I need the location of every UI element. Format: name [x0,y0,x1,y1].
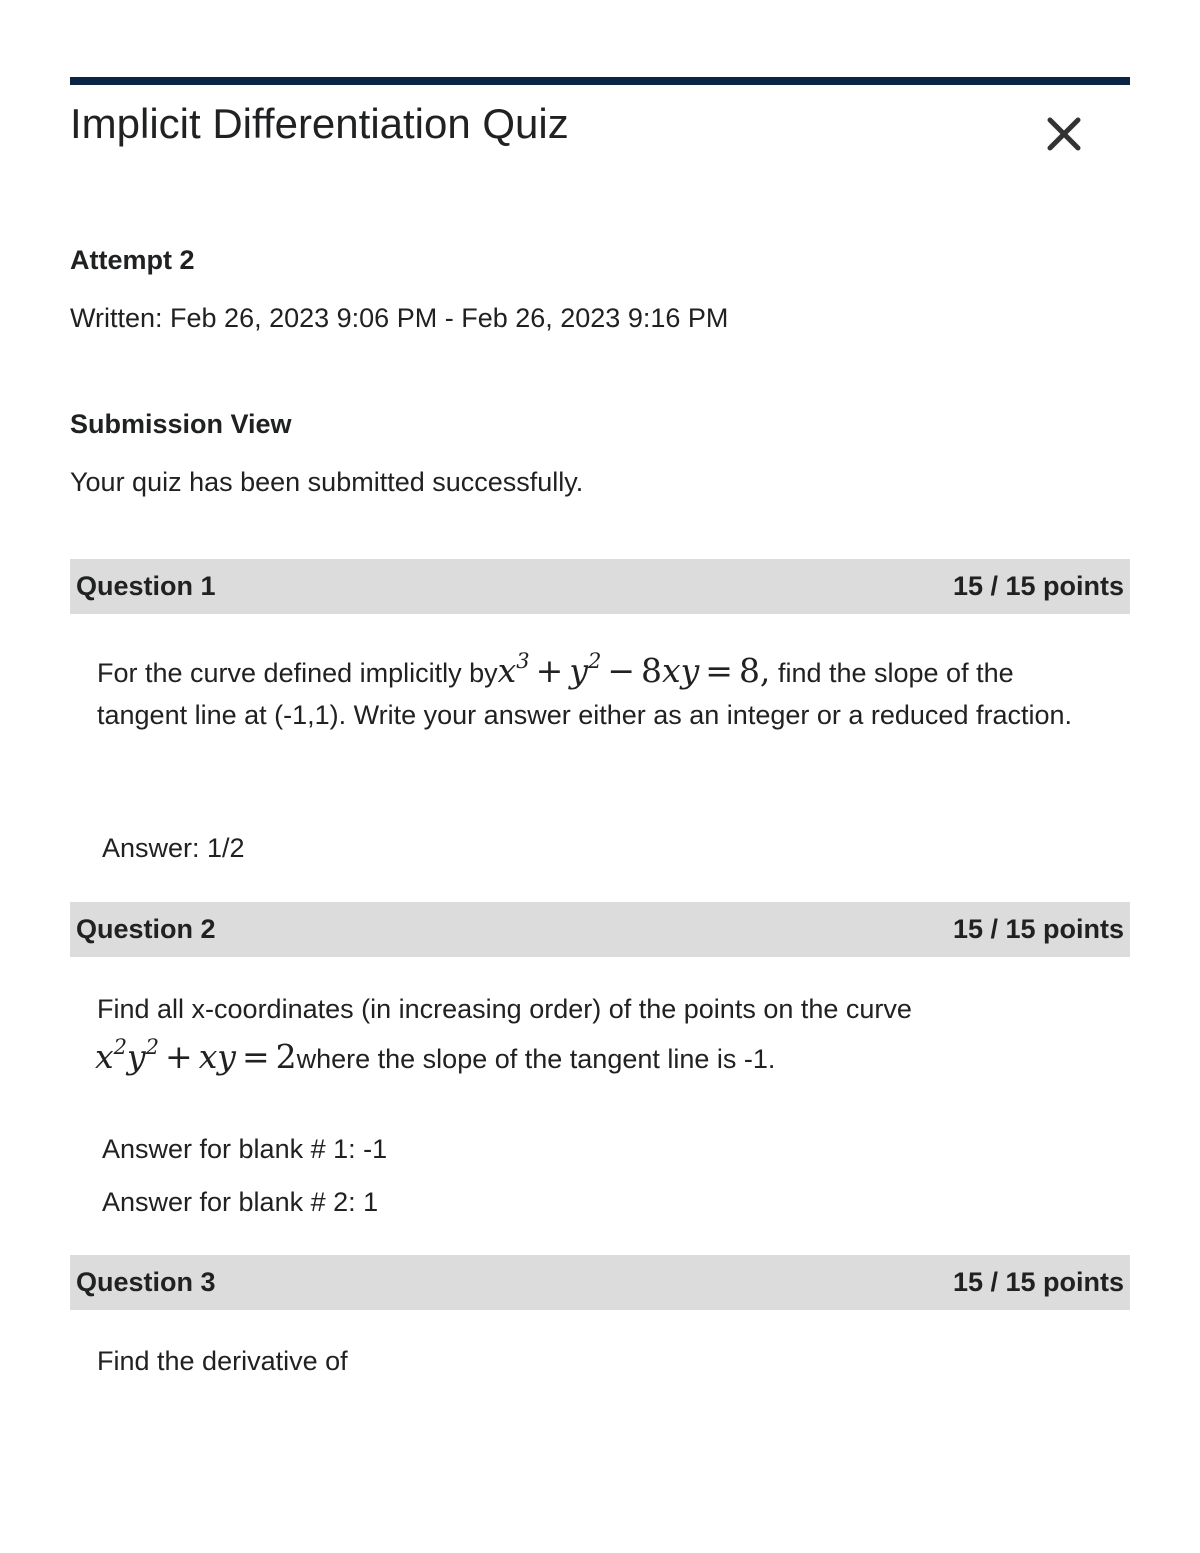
question-2-equation: $x^2y^2$ + xy = 2 [95,1035,297,1076]
attempt-label: Attempt 2 [70,245,195,275]
question-2-answer-blank-1: Answer for blank # 1: -1 [102,1134,388,1164]
question-1-points: 15 / 15 points [952,571,1124,601]
question-3-points: 15 / 15 points [952,1267,1124,1297]
close-button[interactable] [1042,112,1086,156]
question-1-text [97,650,1107,736]
submission-status-message: Your quiz has been submitted successfully. [70,467,584,497]
header-accent-bar [70,77,1130,85]
question-3-title: Question 3 [76,1267,216,1297]
question-2-title: Question 2 [76,914,216,944]
question-1-text-after: find the slope of the tangent line at (-1,1). Write your answer either as an integer or a reduced fraction. [97,658,1073,730]
question-3-text: Find the derivative of [97,1346,348,1376]
question-1-answer: Answer: 1/2 [102,833,245,863]
question-1-equation: $x^3 + y^2 - 8xy = 8$, [497,649,771,690]
attempt-written-range: Written: Feb 26, 2023 9:06 PM - Feb 26, 2023 9:16 PM [70,303,729,333]
submission-view-heading: Submission View [70,409,292,439]
question-2-text-after: where the slope of the tangent line is -1. [296,1044,776,1074]
question-1-title: Question 1 [76,571,216,601]
question-2-answer-blank-2: Answer for blank # 2: 1 [102,1187,379,1217]
question-2-text [97,985,1107,1083]
question-2-points: 15 / 15 points [952,914,1124,944]
question-3-header [70,1255,1130,1310]
question-2-header [70,902,1130,957]
question-1-header [70,559,1130,614]
question-1-text-before: For the curve defined implicitly by [97,658,498,688]
page-title: Implicit Differentiation Quiz [70,100,569,147]
question-2-text-before: Find all x-coordinates (in increasing order) of the points on the curve [97,994,912,1024]
close-icon [1042,112,1086,156]
